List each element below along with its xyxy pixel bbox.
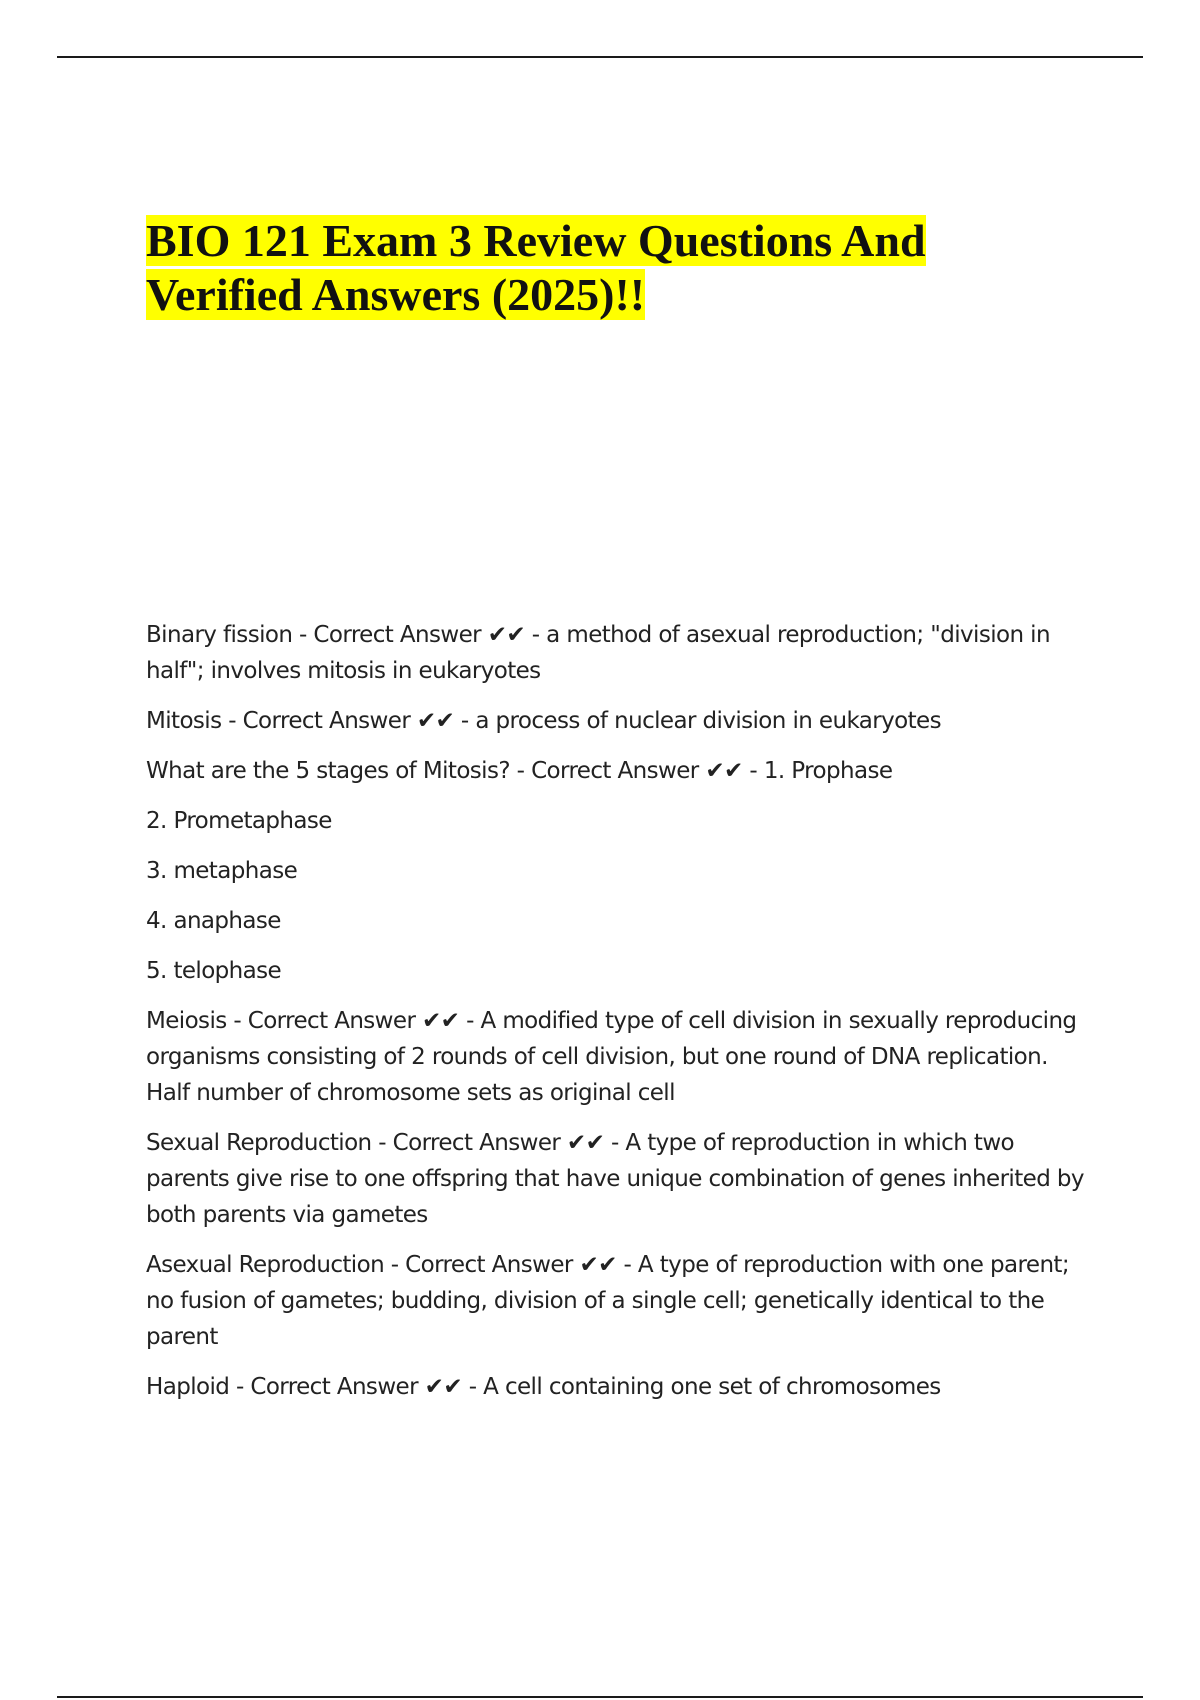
qa-entry-stage-prometaphase: 2. Prometaphase xyxy=(146,808,332,834)
top-divider xyxy=(57,56,1143,58)
qa-entry-asexual-reproduction: Asexual Reproduction - Correct Answer ✔✔ - A type of reproduction with one parent; no fusion of gametes; budding, division of a single cell; genetically identical to the parent xyxy=(146,1252,1069,1350)
document-title-line-2: Verified Answers (2025)!! xyxy=(146,269,646,320)
qa-entry-sexual-reproduction: Sexual Reproduction - Correct Answer ✔✔ - A type of reproduction in which two parents give rise to one offspring that have unique combination of genes inherited by both parents via gametes xyxy=(146,1130,1084,1228)
qa-entry-stage-telophase: 5. telophase xyxy=(146,958,282,984)
qa-entry-mitosis-stages: What are the 5 stages of Mitosis? - Correct Answer ✔✔ - 1. Prophase xyxy=(146,758,893,784)
bottom-divider xyxy=(57,1696,1143,1698)
qa-entry-stage-metaphase: 3. metaphase xyxy=(146,858,298,884)
document-title-line-1: BIO 121 Exam 3 Review Questions And xyxy=(146,215,926,266)
qa-entry-mitosis: Mitosis - Correct Answer ✔✔ - a process of nuclear division in eukaryotes xyxy=(146,708,941,734)
qa-entry-binary-fission: Binary fission - Correct Answer ✔✔ - a method of asexual reproduction; "division in half"; involves mitosis in eukaryotes xyxy=(146,622,1050,684)
qa-list xyxy=(146,617,1096,1419)
qa-entry-stage-anaphase: 4. anaphase xyxy=(146,908,281,934)
qa-entry-meiosis: Meiosis - Correct Answer ✔✔ - A modified type of cell division in sexually reproducing organisms consisting of 2 rounds of cell division, but one round of DNA replication. Half number of chromosome sets as original cell xyxy=(146,1008,1077,1106)
qa-entry-haploid: Haploid - Correct Answer ✔✔ - A cell containing one set of chromosomes xyxy=(146,1374,941,1400)
document-title xyxy=(146,214,1046,322)
